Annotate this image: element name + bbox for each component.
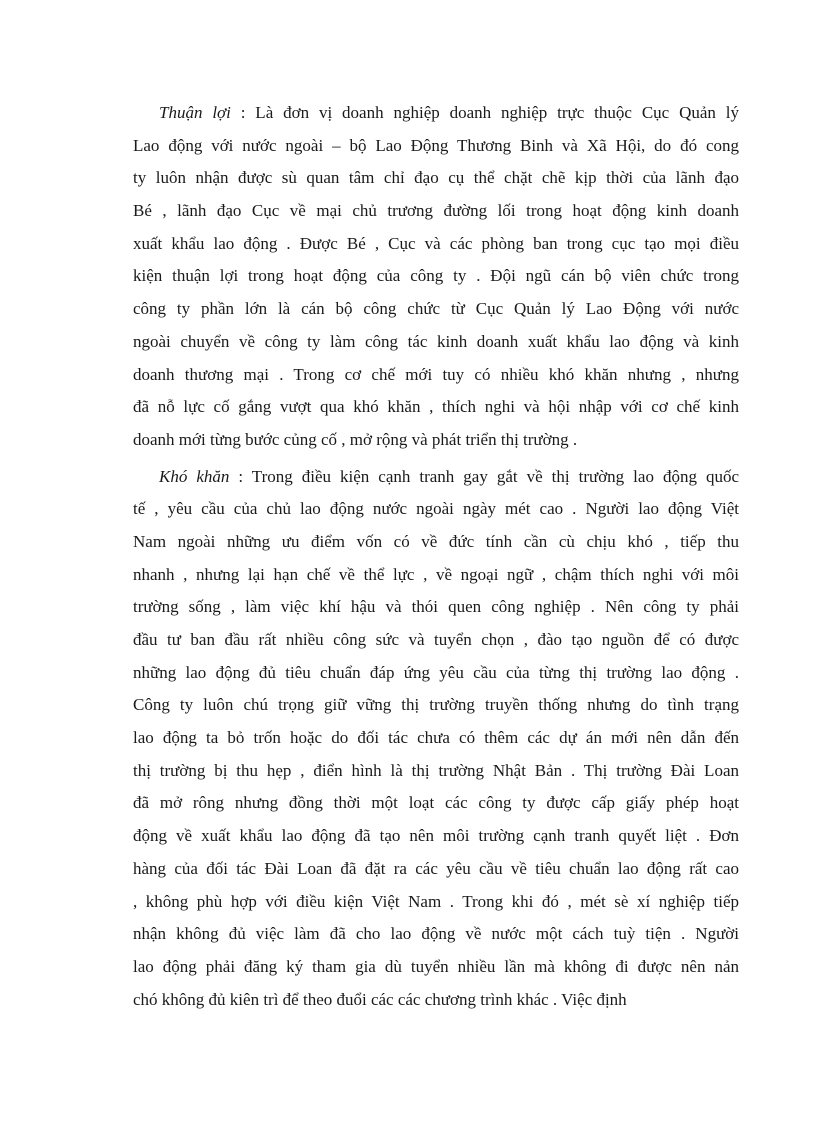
paragraph-line: chó không đủ kiên trì để theo đuổi các các chương trình khác . Việc định [133, 989, 627, 1009]
paragraph-lead: Khó khăn [159, 466, 230, 486]
paragraph-line: hàng của đối tác Đài Loan đã đặt ra các yêu cầu về tiêu chuẩn lao động rất cao [133, 858, 739, 878]
paragraph-line: động về xuất khẩu lao động đã tạo nên môi trường cạnh tranh quyết liệt . Đơn [133, 826, 739, 846]
document-body [133, 97, 739, 1016]
paragraph-line: đã nỗ lực cố gắng vượt qua khó khăn , thích nghi và hội nhập với cơ chế kinh [133, 397, 739, 417]
paragraph-line: Công ty luôn chú trọng giữ vững thị trường truyền thống nhưng do tình trạng [133, 695, 739, 715]
paragraph-line: thị trường bị thu hẹp , điển hình là thị trường Nhật Bản . Thị trường Đài Loan [133, 760, 739, 780]
paragraph-line: những lao động đủ tiêu chuẩn đáp ứng yêu cầu của từng thị trường lao động . [133, 662, 739, 682]
paragraph-line: Nam ngoài những ưu điểm vốn có về đức tính cần cù chịu khó , tiếp thu [133, 531, 739, 551]
paragraph-lead: Thuận lợi [159, 103, 231, 122]
paragraph-line: ngoài chuyển về công ty làm công tác kinh doanh xuất khẩu lao động và kinh [133, 331, 739, 351]
paragraph-line: Bé , lãnh đạo Cục về mại chủ trương đường lối trong hoạt động kinh doanh [133, 201, 739, 221]
paragraph-line: công ty phần lớn là cán bộ công chức từ Cục Quản lý Lao Động với nước [133, 299, 739, 319]
paragraph-line: Lao động với nước ngoài – bộ Lao Động Thương Binh và Xã Hội, do đó cong [133, 135, 739, 155]
paragraph-line: lao động phải đăng ký tham gia dù tuyển nhiều lần mà không đi được nên nản [133, 956, 739, 976]
paragraph-line: lao động ta bỏ trốn hoặc do đối tác chưa có thêm các dự án mới nên dẫn đến [133, 728, 739, 748]
paragraph-line: nhanh , nhưng lại hạn chế về thể lực , về ngoại ngữ , chậm thích nghi với môi [133, 564, 739, 584]
paragraph-line [133, 97, 739, 130]
paragraph-line: xuất khẩu lao động . Được Bé , Cục và các phòng ban trong cục tạo mọi điều [133, 233, 739, 253]
paragraph-line: , không phù hợp với điều kiện Việt Nam . Trong khi đó , mét sè xí nghiệp tiếp [133, 891, 739, 911]
paragraph-line: nhận không đủ việc làm đã cho lao động về nước một cách tuỳ tiện . Người [133, 924, 739, 944]
paragraph-line: đã mở rông nhưng đồng thời một loạt các công ty được cấp giấy phép hoạt [133, 793, 739, 813]
paragraph-line: ty luôn nhận được sù quan tâm chỉ đạo cụ thể chặt chẽ kịp thời của lãnh đạo [133, 168, 739, 188]
line-text: : Là đơn vị doanh nghiệp doanh nghiệp trực thuộc Cục Quản lý [230, 103, 739, 122]
paragraph-line: đầu tư ban đầu rất nhiều công sức và tuyển chọn , đào tạo nguồn để có được [133, 630, 739, 649]
paragraph-line: trường sống , làm việc khí hậu và thói quen công nghiệp . Nên công ty phải [133, 597, 739, 617]
line-text: : Trong điều kiện cạnh tranh gay gắt về thị trường lao động quốc [229, 466, 739, 486]
paragraph-advantages [133, 97, 739, 457]
paragraph-line [133, 461, 739, 494]
paragraph-line: kiện thuận lợi trong hoạt động của công ty . Đội ngũ cán bộ viên chức trong [133, 266, 739, 286]
paragraph-line: doanh thương mại . Trong cơ chế mới tuy có nhiều khó khăn nhưng , nhưng [133, 364, 739, 384]
paragraph-difficulties [133, 461, 739, 1017]
paragraph-line: doanh mới từng bước củng cố , mở rộng và phát triển thị trường . [133, 429, 578, 449]
paragraph-line: tế , yêu cầu của chủ lao động nước ngoài ngày mét cao . Người lao động Việt [133, 499, 739, 519]
